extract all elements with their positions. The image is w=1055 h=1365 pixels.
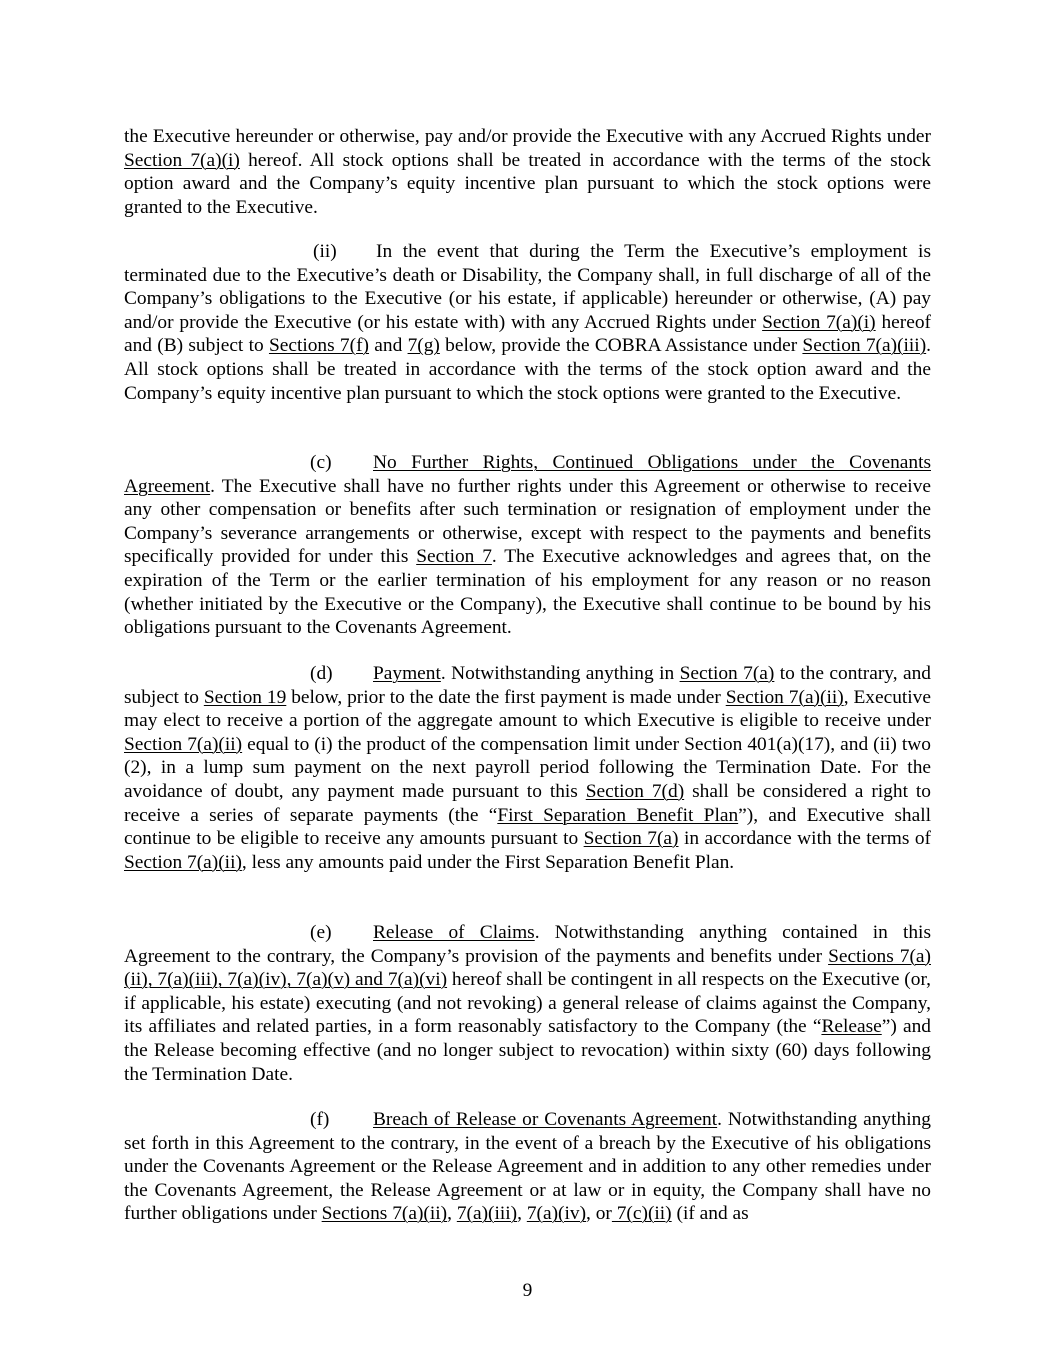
section-reference: Section 7(a)(i) xyxy=(762,311,876,333)
text-run: (if and as xyxy=(671,1203,749,1225)
section-reference: Section 7(a)(ii) xyxy=(725,686,844,708)
text-run: . The Executive acknowledges and agrees that, on the expiration of the Term or the earlier termination of his employment for any reason or no reason (whether initiated by the Executive or the Company), the Executive shall continue to be bound by his obligations pursuant to the Covenants Agreement. xyxy=(124,546,932,639)
text-run: In the event that during the Term the Executive’s employment is terminated due to the Executive’s death or Disability, the Company shall, in full discharge of all of the Company’s obligations to the Executive (or his estate, if applicable) hereunder or otherwise, (A) pay and/or provide the Executive (or his estate with) with any Accrued Rights under xyxy=(124,241,931,333)
section-heading: No Further Rights, Continued Obligations under the Covenants Agreement xyxy=(124,452,931,497)
text-run: in accordance with the terms of xyxy=(678,828,931,850)
text-run: , xyxy=(447,1203,457,1225)
text-run: , less any amounts paid under the First Separation Benefit Plan. xyxy=(241,851,735,873)
defined-term: Release xyxy=(821,1016,882,1038)
text-run: the Executive hereunder or otherwise, pay and/or provide the Executive with any Accrued Rights under xyxy=(124,126,931,147)
text-run: ”), and Executive shall continue to be eligible to receive any amounts pursuant to xyxy=(124,804,931,850)
section-reference: Section 7(a)(iii) xyxy=(802,335,927,357)
text-run: to the contrary, and subject to xyxy=(124,663,931,708)
section-reference: Section 7(a)(i) xyxy=(124,149,240,171)
section-heading: Payment xyxy=(373,663,441,684)
paragraph-c xyxy=(124,451,931,640)
section-reference: Section 7(a)(ii) xyxy=(124,851,242,873)
text-run: hereof shall be contingent in all respects on the Executive (or, if applicable, his estate) executing (and not revoking) a general release of claims against the Company, its affiliates and related parties, in a form reasonably satisfactory to the Company (the “ xyxy=(124,969,931,1038)
paragraph-intro xyxy=(124,125,931,219)
text-run: shall be considered a right to receive a series of separate payments (the “ xyxy=(124,780,931,826)
section-reference: Sections 7(a)(ii) xyxy=(321,1203,448,1225)
section-reference: Section 7(a)(ii) xyxy=(124,733,243,755)
text-run: . Notwithstanding anything in xyxy=(440,663,680,684)
section-label: (c) xyxy=(310,452,332,473)
paragraph-f xyxy=(124,1108,931,1226)
text-run: . All stock options shall be treated in accordance with the terms of the stock option award and the Company’s equity incentive plan pursuant to which the stock options were granted to the Executive. xyxy=(124,335,932,404)
subsection-label: (ii) xyxy=(313,241,337,262)
section-label: (e) xyxy=(310,922,332,943)
section-reference: Section 7(d) xyxy=(585,780,685,802)
text-run: below, provide the COBRA Assistance under xyxy=(439,335,803,357)
section-heading: Release of Claims xyxy=(373,922,535,943)
section-reference: 7(a)(iv) xyxy=(526,1203,587,1225)
text-run: , or xyxy=(586,1203,612,1225)
text-run: and xyxy=(369,335,408,357)
text-run: hereof. All stock options shall be treated in accordance with the terms of the stock option award and the Company’s equity incentive plan pursuant to which the stock options were granted to the Executive. xyxy=(124,149,931,218)
section-reference: Section 19 xyxy=(203,686,287,708)
section-label: (f) xyxy=(310,1109,330,1130)
text-run: . The Executive shall have no further rights under this Agreement or otherwise to receive any other compensation or benefits after such termination or resignation of employment under the Company’s severance arrangements or otherwise, except with respect to the payments and benefits specifically provided for under this xyxy=(124,475,931,568)
section-reference: 7(a)(iii) xyxy=(456,1203,518,1225)
defined-term: First Separation Benefit Plan xyxy=(497,804,739,826)
section-reference: Sections 7(a)(ii), 7(a)(iii), 7(a)(iv), 7(a)(v) and 7(a)(vi) xyxy=(124,945,931,991)
paragraph-d xyxy=(124,662,931,874)
section-heading: Breach of Release or Covenants Agreement xyxy=(373,1109,718,1130)
text-run: , xyxy=(517,1203,527,1225)
text-run: below, prior to the date the first payment is made under xyxy=(286,686,726,708)
paragraph-b-ii xyxy=(124,240,931,405)
page-number: 9 xyxy=(522,1280,533,1301)
section-reference: 7(c)(ii) xyxy=(611,1203,672,1225)
section-reference: Section 7(a) xyxy=(583,828,679,850)
section-reference: Section 7 xyxy=(416,546,492,568)
text-run: ”) and the Release becoming effective (and no longer subject to revocation) within sixty (60) days following the Termination Date. xyxy=(124,1016,931,1085)
text-run: , Executive may elect to receive a portion of the aggregate amount to which Executive is eligible to receive under xyxy=(124,686,931,732)
paragraph-e xyxy=(124,921,931,1086)
text-run: equal to (i) the product of the compensation limit under Section 401(a)(17), and (ii) two (2), in a lump sum payment on the next payroll period following the Termination Date. For the avoidance of doubt, any payment made pursuant to this xyxy=(124,733,931,802)
section-label: (d) xyxy=(310,663,333,684)
section-reference: 7(g) xyxy=(407,335,440,357)
section-reference: Sections 7(f) xyxy=(268,335,370,357)
text-run: . Notwithstanding anything set forth in this Agreement to the contrary, in the event of a breach by the Executive of his obligations under the Covenants Agreement or the Release Agreement and in addition to any other remedies under the Covenants Agreement, the Release Agreement or at law or in equity, the Company shall have no further obligations under xyxy=(124,1109,931,1225)
text-run: hereof and (B) subject to xyxy=(124,311,932,357)
section-reference: Section 7(a) xyxy=(679,663,775,684)
text-run: . Notwithstanding anything contained in this Agreement to the contrary, the Company’s provision of the payments and benefits under xyxy=(124,922,931,967)
